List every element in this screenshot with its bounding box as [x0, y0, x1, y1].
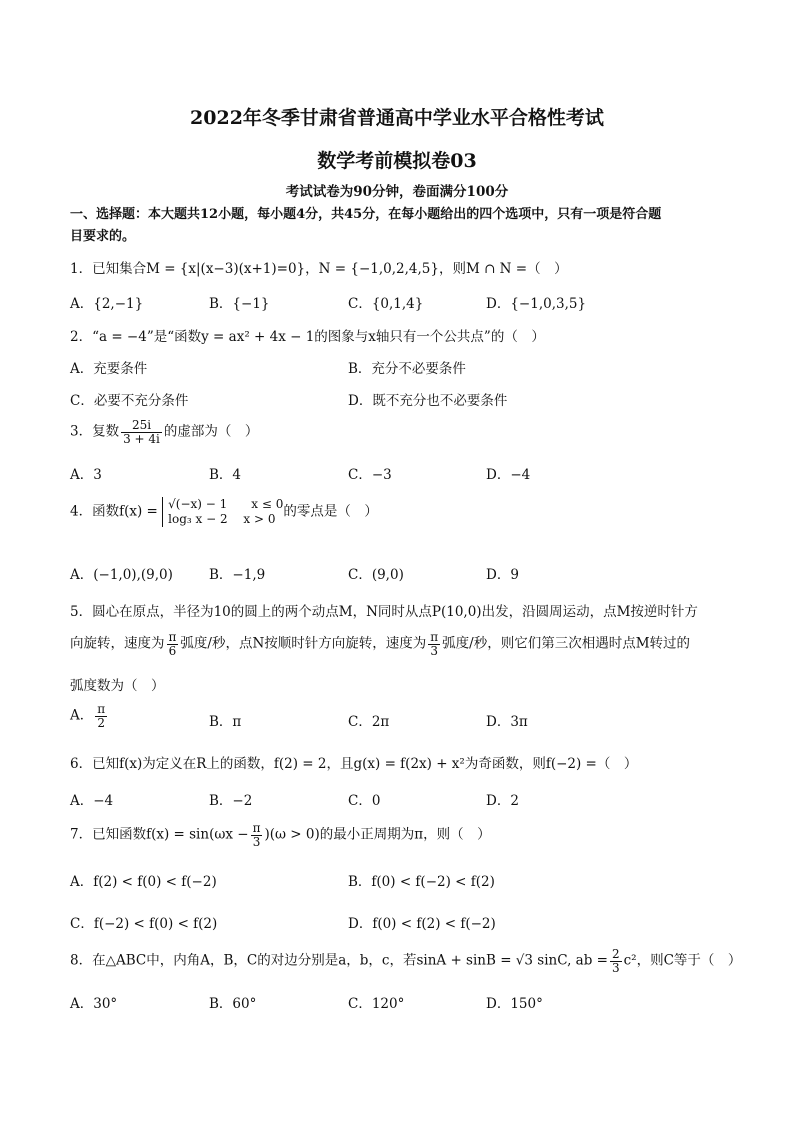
q3-fraction: [121, 419, 162, 445]
q2-option-a: A．充要条件: [70, 361, 148, 377]
question-7-stem: [70, 822, 491, 848]
q7-prefix: 7．已知函数f(x) = sin(ωx −: [70, 826, 249, 843]
section-heading-line1: 一、选择题：本大题共12小题，每小题4分，共45分，在每小题给出的四个选项中，只有一项是符合题: [70, 207, 662, 222]
q2-option-c: C．必要不充分条件: [70, 393, 189, 409]
q5-option-a: [70, 703, 109, 729]
q7-option-d: D．f(0) < f(2) < f(−2): [348, 916, 496, 932]
exam-subtitle: 数学考前模拟卷03: [317, 150, 477, 172]
q5-frac-2-num: π: [430, 630, 439, 644]
q8-option-d: D．150°: [486, 996, 543, 1012]
question-1-stem: 1．已知集合M = {x|(x−3)(x+1)=0}，N = {−1,0,2,4,5}，则M ∩ N =（ ）: [70, 261, 568, 277]
exam-info: 考试试卷为90分钟，卷面满分100分: [285, 184, 509, 200]
q5-option-c: C．2π: [348, 714, 390, 730]
q6-option-d: D．2: [486, 793, 519, 809]
q8-frac-num: 2: [611, 947, 620, 961]
question-5-line3: 弧度数为（ ）: [70, 678, 165, 694]
q7-suffix: )(ω > 0)的最小正周期为π，则（ ）: [264, 826, 491, 843]
q3-option-c: C．−3: [348, 467, 392, 483]
q3-prefix: 3．复数: [70, 423, 120, 440]
q4-case-1: √(−x) − 1 x ≤ 0: [168, 497, 284, 511]
q4-option-d: D．9: [486, 567, 519, 583]
exam-title: 2022年冬季甘肃省普通高中学业水平合格性考试: [190, 107, 604, 129]
question-2-stem: 2．“a = −4”是“函数y = ax² + 4x − 1的图象与x轴只有一个公共点”的（ ）: [70, 329, 545, 345]
q5-option-a-den: 2: [97, 715, 106, 730]
q4-prefix: 4．函数f(x) =: [70, 503, 158, 520]
q8-prefix: 8．在△ABC中，内角A，B，C的对边分别是a，b，c，若sinA + sinB = √3 sinC, ab =: [70, 952, 608, 969]
question-4-stem: [70, 497, 378, 527]
q1-option-d: D．{−1,0,3,5}: [486, 296, 587, 312]
q4-option-b: B．−1,9: [209, 567, 266, 583]
q7-frac-num: π: [252, 821, 261, 835]
q8-fraction: [610, 948, 622, 974]
question-6-stem: 6．已知f(x)为定义在R上的函数，f(2) = 2，且g(x) = f(2x) + x²为奇函数，则f(−2) =（ ）: [70, 756, 638, 772]
q7-option-b: B．f(0) < f(−2) < f(2): [348, 874, 495, 890]
q4-case-2: log₃ x − 2 x > 0: [168, 512, 276, 526]
q8-option-b: B．60°: [209, 996, 257, 1012]
q4-piecewise: [162, 497, 283, 527]
q1-option-c: C．{0,1,4}: [348, 296, 424, 312]
q5-option-a-frac: [95, 703, 107, 729]
question-5-line2: [70, 631, 690, 657]
q3-suffix: 的虚部为（ ）: [163, 423, 259, 440]
q4-option-a: A．(−1,0),(9,0): [70, 567, 173, 583]
q1-option-a: A．{2,−1}: [70, 296, 144, 312]
q3-frac-den: 3 + 4i: [123, 431, 160, 446]
q8-frac-den: 3: [611, 960, 620, 975]
q5-option-d: D．3π: [486, 714, 528, 730]
q5-frac-1-num: π: [168, 630, 177, 644]
q3-option-d: D．−4: [486, 467, 531, 483]
q5-line2-b: 弧度/秒，点N按顺时针方向旋转，速度为: [180, 635, 427, 652]
q5-frac-2-den: 3: [430, 643, 439, 658]
q2-option-b: B．充分不必要条件: [348, 361, 466, 377]
q5-frac-2: [428, 631, 440, 657]
question-8-stem: [70, 948, 741, 974]
q5-option-a-label: A．: [70, 707, 94, 724]
question-5-line1: 5．圆心在原点，半径为10的圆上的两个动点M，N同时从点P(10,0)出发，沿圆周运动，点M按逆时针方: [70, 604, 698, 620]
q5-line2-a: 向旋转，速度为: [70, 635, 165, 652]
q3-option-b: B．4: [209, 467, 242, 483]
q2-option-d: D．既不充分也不必要条件: [348, 393, 508, 409]
question-3-stem: [70, 419, 258, 445]
q5-option-a-num: π: [97, 702, 106, 716]
section-heading-line2: 目要求的。: [70, 229, 136, 244]
q8-option-c: C．120°: [348, 996, 405, 1012]
q6-option-b: B．−2: [209, 793, 253, 809]
q6-option-a: A．−4: [70, 793, 114, 809]
q7-option-a: A．f(2) < f(0) < f(−2): [70, 874, 217, 890]
q7-option-c: C．f(−2) < f(0) < f(2): [70, 916, 218, 932]
q3-option-a: A．3: [70, 467, 102, 483]
q8-suffix: c²，则C等于（ ）: [623, 952, 742, 969]
q5-frac-1-den: 6: [168, 643, 177, 658]
q4-option-c: C．(9,0): [348, 567, 404, 583]
q5-line2-c: 弧度/秒，则它们第三次相遇时点M转过的: [442, 635, 691, 652]
q3-frac-num: 25i: [121, 419, 162, 433]
q8-option-a: A．30°: [70, 996, 118, 1012]
q5-frac-1: [167, 631, 179, 657]
q7-frac-den: 3: [252, 834, 261, 849]
q1-option-b: B．{−1}: [209, 296, 270, 312]
q6-option-c: C．0: [348, 793, 381, 809]
q5-option-b: B．π: [209, 714, 242, 730]
q7-fraction: [251, 822, 263, 848]
q4-suffix: 的零点是（ ）: [283, 503, 378, 520]
